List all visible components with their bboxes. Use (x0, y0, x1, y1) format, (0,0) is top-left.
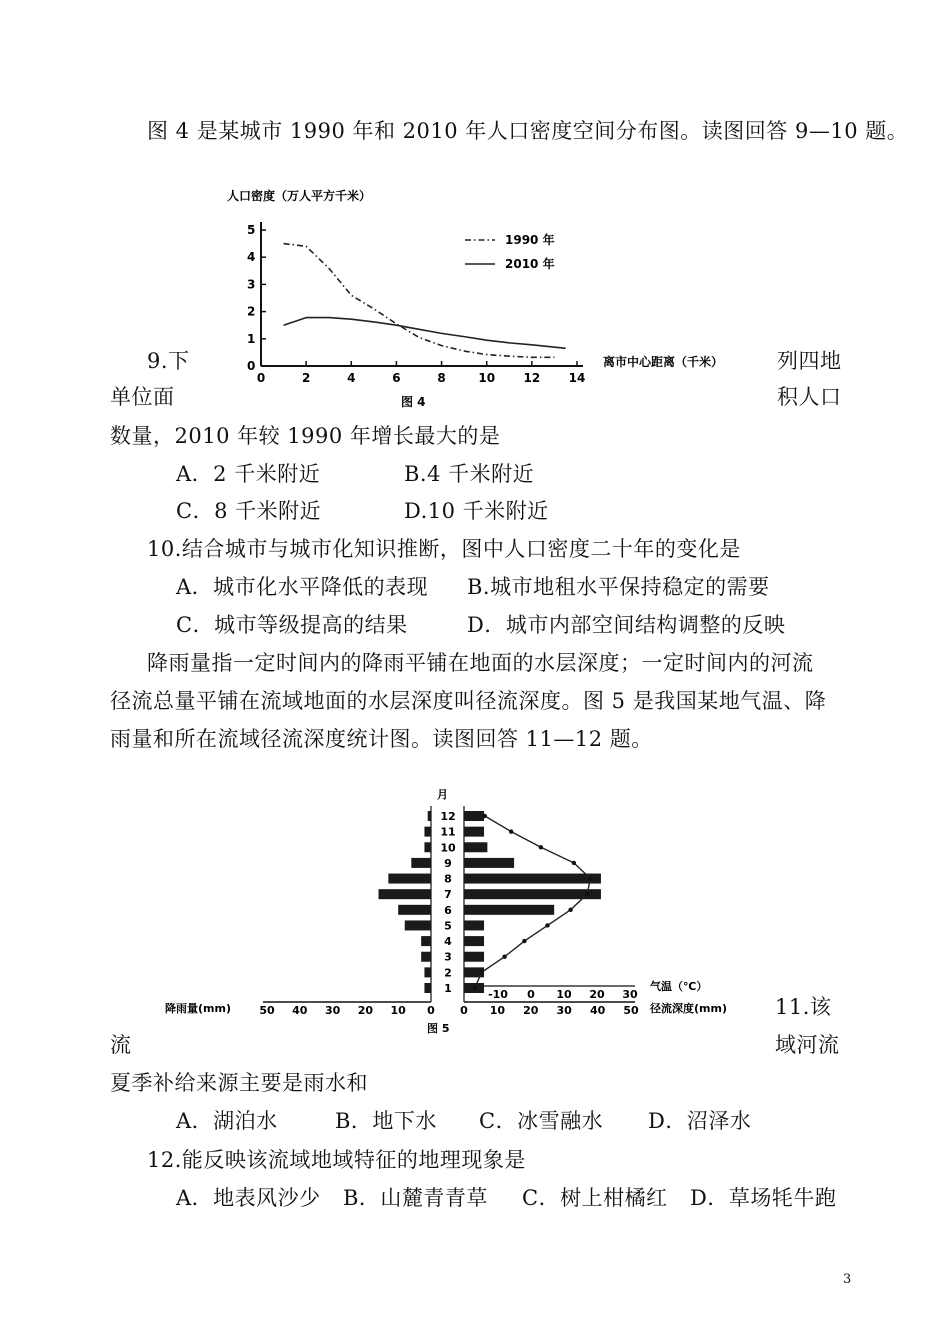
fig5-temp-point (539, 845, 543, 849)
q10-option-b: B.城市地租水平保持稳定的需要 (467, 575, 770, 599)
fig5-temp-tick-label: 0 (527, 988, 535, 1001)
q12-option-b: B．山麓青青草 (343, 1186, 488, 1210)
figure-5-chart (155, 780, 765, 1040)
fig5-rain-tick-label: 10 (390, 1004, 406, 1017)
fig5-temp-tick-label: 30 (622, 988, 638, 1001)
fig5-rain-tick-label: 0 (427, 1004, 435, 1017)
fig5-rain-bar (398, 905, 431, 915)
fig5-temp-point (568, 908, 572, 912)
fig5-runoff-tick-label: 20 (523, 1004, 539, 1017)
fig5-rain-bar (421, 952, 431, 962)
fig5-month-label: 1 (444, 982, 452, 995)
fig5-rain-bar (405, 920, 431, 930)
fig5-month-label: 2 (444, 966, 452, 980)
q11-option-a: A．湖泊水 (176, 1109, 278, 1133)
fig4-y-tick-label: 5 (247, 223, 256, 237)
q11-stem-part3: 域河流 (775, 1033, 840, 1057)
fig5-month-label: 9 (444, 856, 452, 870)
fig5-rain-tick-label: 50 (259, 1004, 275, 1017)
fig4-x-tick-label: 14 (568, 371, 586, 385)
fig4-y-tick-label: 1 (247, 331, 256, 346)
fig5-month-label: 3 (444, 950, 452, 964)
q9-stem-part5: 数量，2010 年较 1990 年增长最大的是 (110, 424, 501, 448)
fig4-legend-label-2010: 2010 年 (505, 257, 555, 271)
fig5-runoff-tick-label: 50 (623, 1004, 639, 1017)
q11-stem-part2: 流 (110, 1033, 132, 1057)
fig5-month-label: 7 (444, 888, 452, 902)
fig5-rain-bar (428, 811, 431, 821)
fig4-x-tick-label: 0 (256, 371, 266, 385)
q10-option-c: C．城市等级提高的结果 (176, 613, 408, 637)
fig5-runoff-tick-label: 10 (489, 1004, 506, 1017)
fig5-temp-point (545, 923, 549, 927)
q9-option-c: C．8 千米附近 (176, 499, 322, 523)
fig5-month-label: 8 (444, 872, 452, 886)
fig5-temp-point (522, 939, 526, 943)
fig5-temp-point (473, 986, 477, 990)
fig5-rain-tick-label: 20 (357, 1004, 374, 1017)
figure-4-chart (225, 182, 765, 412)
q9-stem-part2: 列四地 (777, 349, 842, 373)
fig5-month-label: 5 (444, 919, 452, 933)
fig4-y-axis-label: 人口密度（万人平方千米） (227, 189, 372, 203)
fig5-temp-tick-label: 20 (589, 988, 605, 1001)
intro-fig4: 图 4 是某城市 1990 年和 2010 年人口密度空间分布图。读图回答 9—10 题。 (147, 119, 909, 143)
fig5-temp-point (479, 970, 483, 974)
fig5-runoff-bar (464, 842, 487, 852)
fig5-runoff-bar (464, 936, 484, 946)
fig5-rain-bar (424, 967, 431, 977)
q9-option-d: D.10 千米附近 (404, 499, 549, 523)
fig4-x-tick-label: 10 (478, 371, 496, 385)
fig5-temp-point (588, 876, 592, 880)
intro-fig5-line2: 径流总量平铺在流域地面的水层深度叫径流深度。图 5 是我国某地气温、降 (110, 689, 827, 713)
fig5-temp-point (483, 814, 487, 818)
q9-stem-part4: 积人口 (777, 385, 842, 409)
fig5-runoff-bar (464, 811, 484, 821)
q10-option-a: A．城市化水平降低的表现 (176, 575, 429, 599)
fig5-runoff-bar (464, 827, 484, 837)
fig5-rain-bar (411, 858, 431, 868)
page-number: 3 (843, 1272, 852, 1287)
fig4-x-tick-label: 12 (523, 371, 541, 385)
q9-stem-part3: 单位面 (110, 385, 175, 409)
q12-stem: 12.能反映该流域地域特征的地理现象是 (147, 1148, 526, 1172)
fig5-runoff-bar (464, 874, 601, 884)
fig4-x-tick-label: 6 (392, 371, 401, 385)
fig4-y-tick-label: 0 (247, 359, 256, 373)
q12-option-d: D．草场牦牛跑 (690, 1186, 837, 1210)
fig5-temp-point (585, 892, 589, 896)
fig5-runoff-tick-label: 0 (460, 1004, 468, 1017)
q9-option-a: A．2 千米附近 (176, 462, 321, 486)
fig5-runoff-tick-label: 40 (589, 1004, 606, 1017)
fig5-temp-axis-label: 气温（℃） (650, 980, 708, 993)
fig5-rain-bar (421, 936, 431, 946)
fig5-rain-bar (424, 827, 431, 837)
fig5-runoff-tick-label: 30 (556, 1004, 572, 1017)
fig5-month-label: 11 (440, 825, 456, 839)
q11-stem-part1: 11.该 (775, 995, 832, 1019)
fig5-rain-tick-label: 40 (292, 1004, 308, 1017)
q11-option-c: C．冰雪融水 (479, 1109, 604, 1133)
fig5-rain-bar (424, 842, 431, 852)
fig5-rain-bar (388, 874, 431, 884)
fig5-month-label: 12 (440, 810, 456, 823)
intro-fig5-line3: 雨量和所在流域径流深度统计图。读图回答 11—12 题。 (110, 727, 653, 751)
fig5-runoff-bar (464, 889, 601, 899)
fig5-month-label: 6 (444, 903, 452, 917)
q9-option-b: B.4 千米附近 (404, 462, 535, 486)
fig4-y-tick-label: 2 (247, 304, 256, 319)
q12-option-a: A．地表风沙少 (176, 1186, 321, 1210)
q11-option-b: B．地下水 (335, 1109, 437, 1133)
fig5-rain-bar (379, 889, 431, 899)
fig5-rain-axis-label: 降雨量(mm) (165, 1002, 231, 1015)
fig5-rain-bar (424, 983, 431, 993)
fig4-x-tick-label: 8 (437, 371, 446, 385)
fig4-caption: 图 4 (401, 395, 426, 409)
fig4-x-axis-label: 离市中心距离（千米） (603, 355, 724, 369)
fig5-caption: 图 5 (427, 1022, 450, 1035)
fig5-month-label: 4 (444, 935, 452, 949)
q11-option-d: D．沼泽水 (648, 1109, 752, 1133)
fig5-temp-point (509, 829, 513, 833)
fig5-rain-tick-label: 30 (324, 1004, 341, 1017)
fig5-runoff-axis-label: 径流深度(mm) (650, 1002, 727, 1015)
fig5-month-axis-label: 月 (437, 788, 448, 801)
fig4-legend-label-1990: 1990 年 (505, 233, 555, 247)
q11-stem-part4: 夏季补给来源主要是雨水和 (110, 1071, 368, 1095)
intro-fig5-line1: 降雨量指一定时间内的降雨平铺在地面的水层深度；一定时间内的河流 (147, 651, 814, 675)
fig5-runoff-bar (464, 905, 554, 915)
fig4-x-tick-label: 4 (347, 371, 356, 385)
q9-stem-part1: 9.下 (147, 349, 190, 373)
fig5-runoff-bar (464, 920, 484, 930)
fig5-temp-line (475, 816, 591, 988)
fig4-y-tick-label: 3 (247, 277, 256, 292)
q10-option-d: D．城市内部空间结构调整的反映 (467, 613, 786, 637)
fig5-temp-point (502, 955, 506, 959)
fig5-runoff-bar (464, 858, 514, 868)
q12-option-c: C．树上柑橘红 (522, 1186, 668, 1210)
fig4-y-tick-label: 4 (247, 250, 256, 265)
fig5-month-label: 10 (440, 841, 456, 855)
fig5-temp-tick-label: 10 (556, 988, 572, 1001)
fig5-runoff-bar (464, 952, 484, 962)
fig4-line-2010 (284, 318, 566, 349)
fig5-temp-tick-label: -10 (488, 988, 508, 1001)
fig5-temp-point (572, 861, 576, 865)
fig4-x-tick-label: 2 (301, 371, 311, 385)
q10-stem: 10.结合城市与城市化知识推断，图中人口密度二十年的变化是 (147, 537, 741, 561)
